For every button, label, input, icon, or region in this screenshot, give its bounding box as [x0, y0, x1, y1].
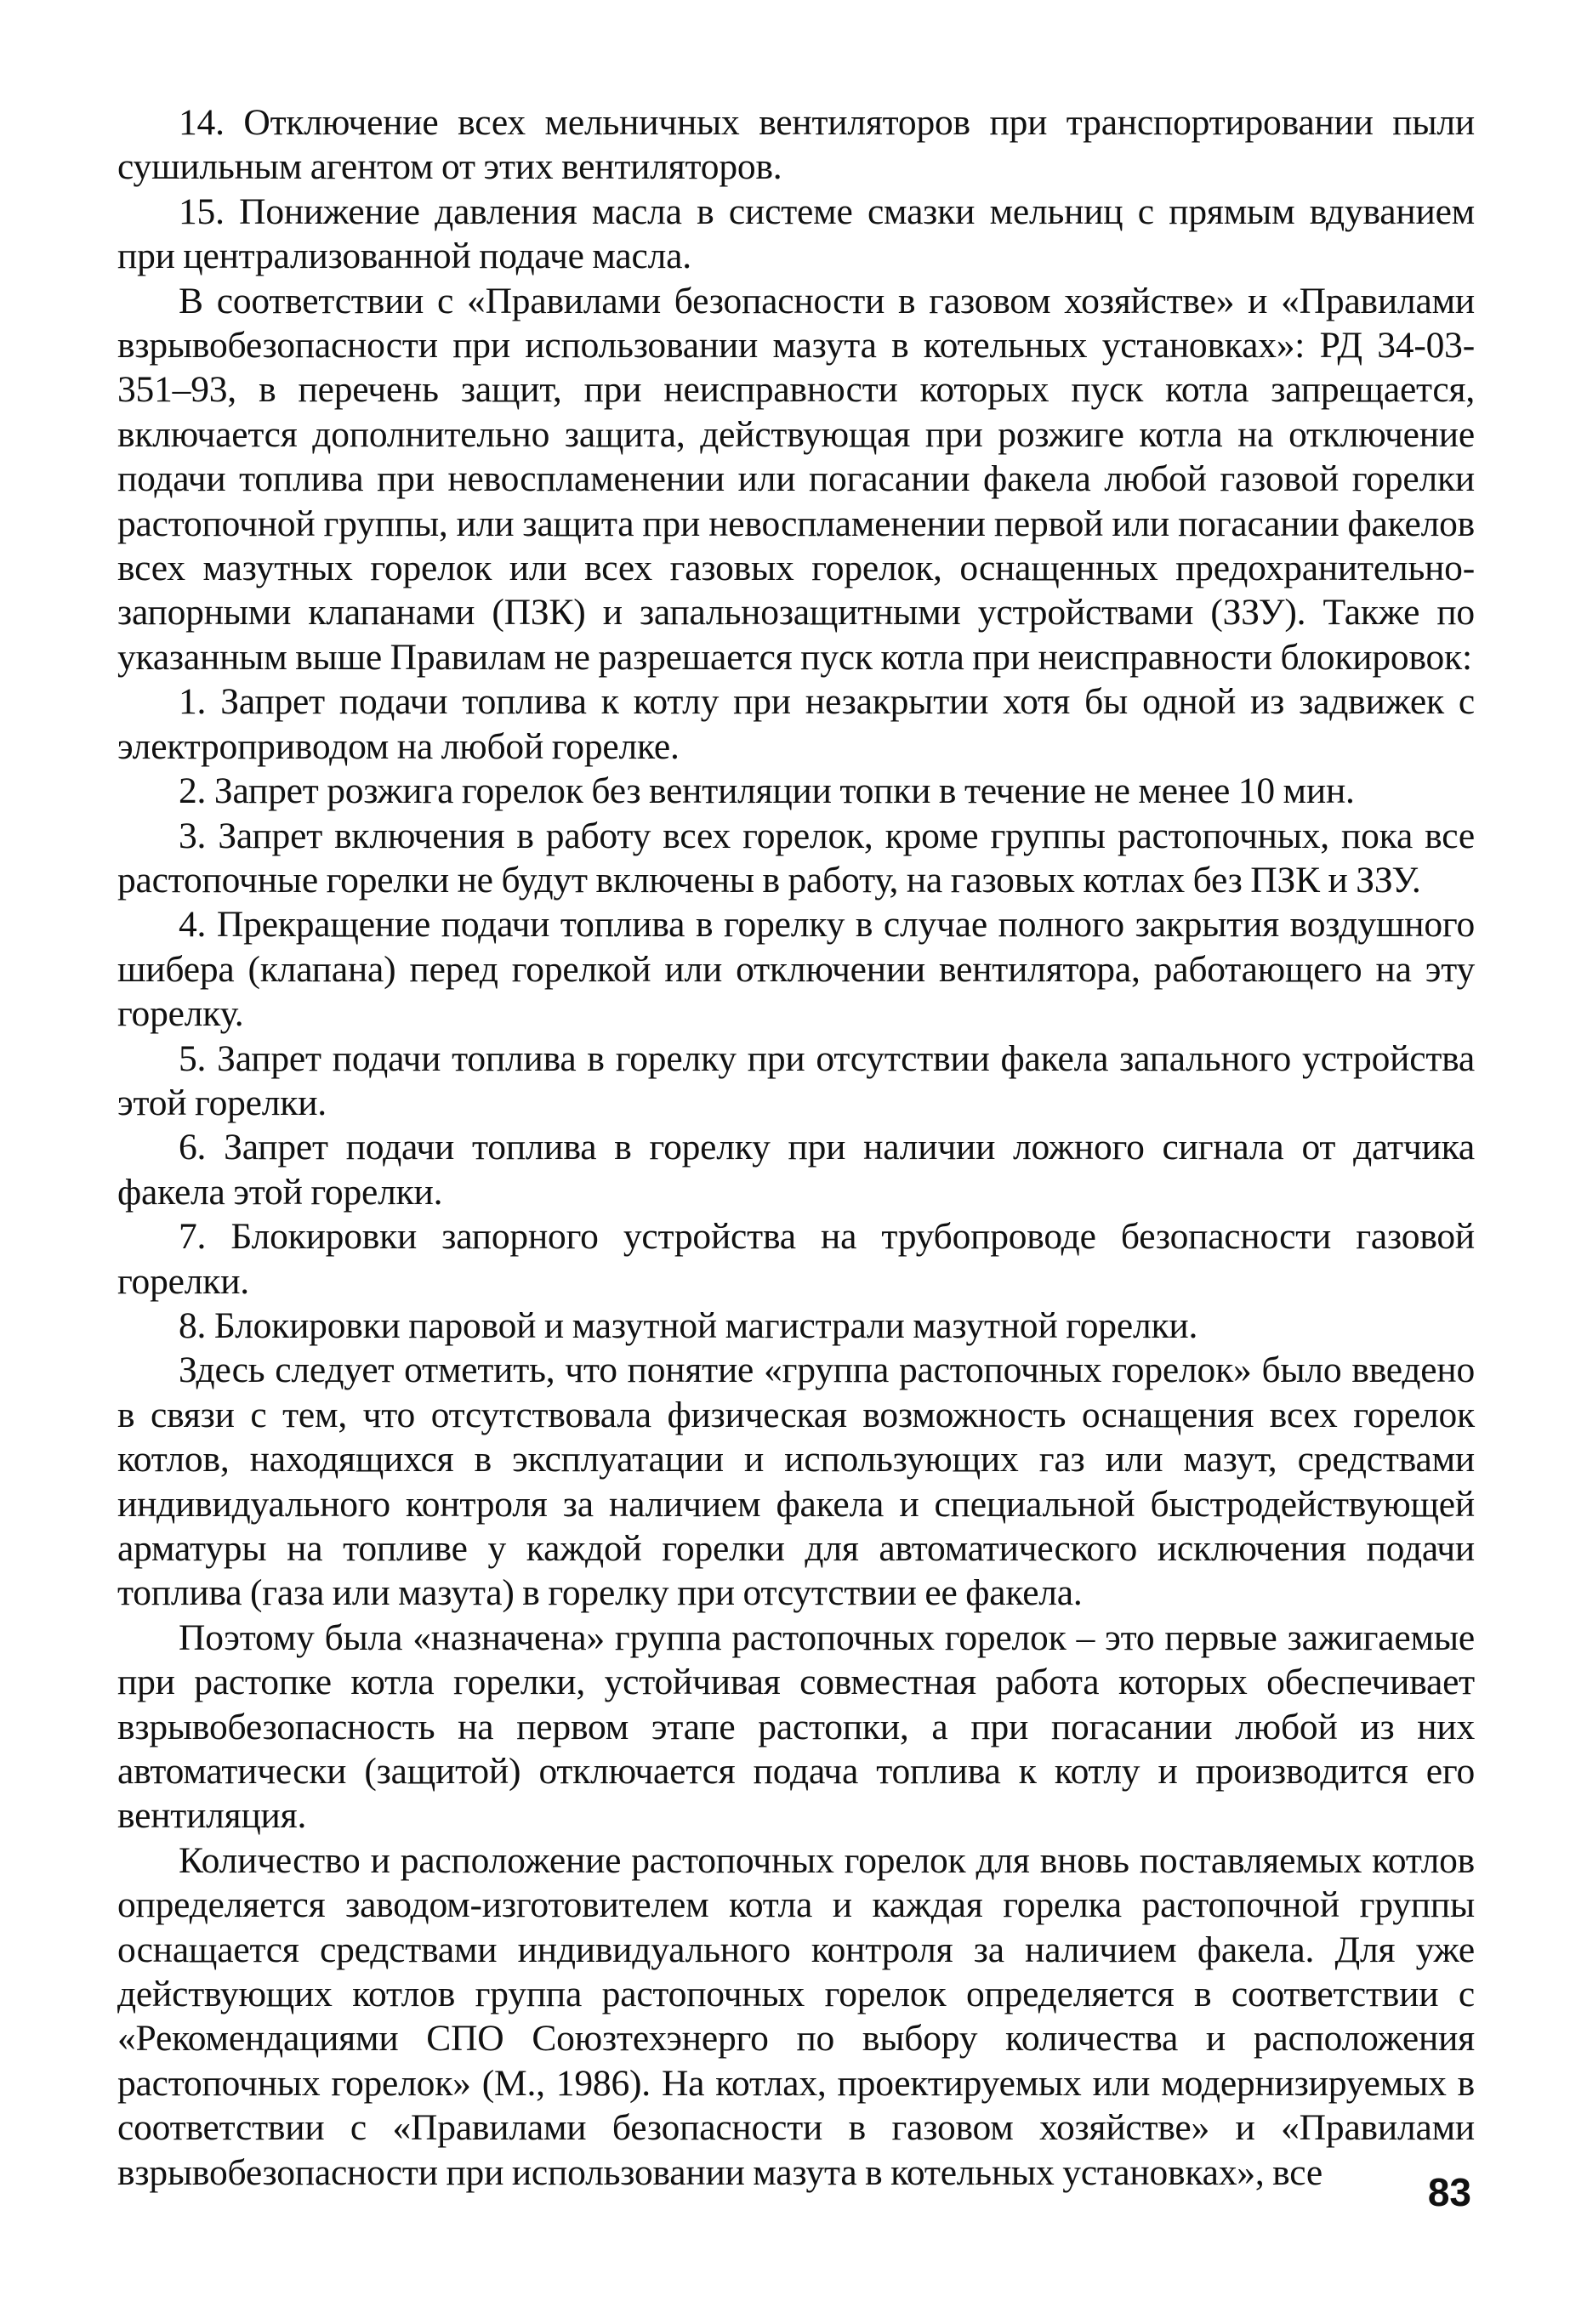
paragraph-blocking-2: 2. Запрет розжига горелок без вентиляции топки в течение не менее 10 мин.: [179, 770, 1355, 812]
paragraph-item-14: 14. Отключение всех мельничных вентиляторов при транспортировании пыли сушильным агентом от этих вентиляторов.: [117, 102, 1475, 188]
paragraph-blocking-8: 8. Блокировки паровой и мазутной магистрали мазутной горелки.: [179, 1304, 1198, 1346]
paragraph-blocking-3: 3. Запрет включения в работу всех горелок, кроме группы растопочных, пока все растопочные горелки не будут включены в работу, на газовых котлах без ПЗК и ЗЗУ.: [117, 815, 1475, 901]
page-number: 83: [1427, 2170, 1471, 2214]
paragraph-blocking-5: 5. Запрет подачи топлива в горелку при отсутствии факела запального устройства этой горелки.: [117, 1037, 1475, 1123]
paragraph-blocking-6: 6. Запрет подачи топлива в горелку при наличии ложного сигнала от датчика факела этой горелки.: [117, 1127, 1475, 1213]
paragraph-burner-count: Количество и расположение растопочных горелок для вновь поставляемых котлов определяется заводом-изготовителем котла и каждая горелка растопочной группы оснащается средствами индивидуального контроля за наличием факела. Для уже действующих котлов группа растопочных горелок определяется в соответствии с «Рекомендациями СПО Союзтехэнерго по выбору количества и расположения растопочных горелок» (М., 1986). На котлах, проектируемых или модернизируемых в соответствии с «Правилами безопасности в газовом хозяйстве» и «Правилами взрывобезопасности при использовании мазута в котельных установках», все: [117, 1839, 1475, 2193]
paragraph-item-15: 15. Понижение давления масла в системе смазки мельниц с прямым вдуванием при централизованной подаче масла.: [117, 190, 1475, 277]
paragraph-blocking-1: 1. Запрет подачи топлива к котлу при незакрытии хотя бы одной из задвижек с электроприводом на любой горелке.: [117, 681, 1475, 767]
paragraph-blocking-7: 7. Блокировки запорного устройства на трубопроводе безопасности газовой горелки.: [117, 1216, 1475, 1302]
paragraph-group-assigned: Поэтому была «назначена» группа растопочных горелок – это первые зажигаемые при растопке котла горелки, устойчивая совместная работа которых обеспечивает взрывобезопасность на первом этапе растопки, а при погасании любой из них автоматически (защитой) отключается подача топлива к котлу и производится его вентиляция.: [117, 1617, 1475, 1837]
paragraph-group-concept: Здесь следует отметить, что понятие «группа растопочных горелок» было введено в связи с тем, что отсутствовала физическая возможность оснащения всех горелок котлов, находящихся в эксплуатации и использующих газ или мазут, средствами индивидуального контроля за наличием факела и специальной быстродействующей арматуры на топливе у каждой горелки для автоматического исключения подачи топлива (газа или мазута) в горелку при отсутствии ее факела.: [117, 1350, 1475, 1614]
paragraph-rules-intro: В соответствии с «Правилами безопасности в газовом хозяйстве» и «Правилами взрывобезопасности при использовании мазута в котельных установках»: РД 34-03-351–93, в перечень защит, при неисправности которых пуск котла запрещается, включается дополнительно защита, действующая при розжиге котла на отключение подачи топлива при невоспламенении или погасании факела любой газовой горелки растопочной группы, или защита при невоспламенении первой или погасании факелов всех мазутных горелок или всех газовых горелок, оснащенных предохранительно-запорными клапанами (ПЗК) и запальнозащитными устройствами (ЗЗУ). Также по указанным выше Правилам не разрешается пуск котла при неисправности блокировок:: [117, 280, 1475, 678]
body-text: [117, 100, 1475, 2195]
paragraph-blocking-4: 4. Прекращение подачи топлива в горелку в случае полного закрытия воздушного шибера (клапана) перед горелкой или отключении вентилятора, работающего на эту горелку.: [117, 904, 1475, 1035]
